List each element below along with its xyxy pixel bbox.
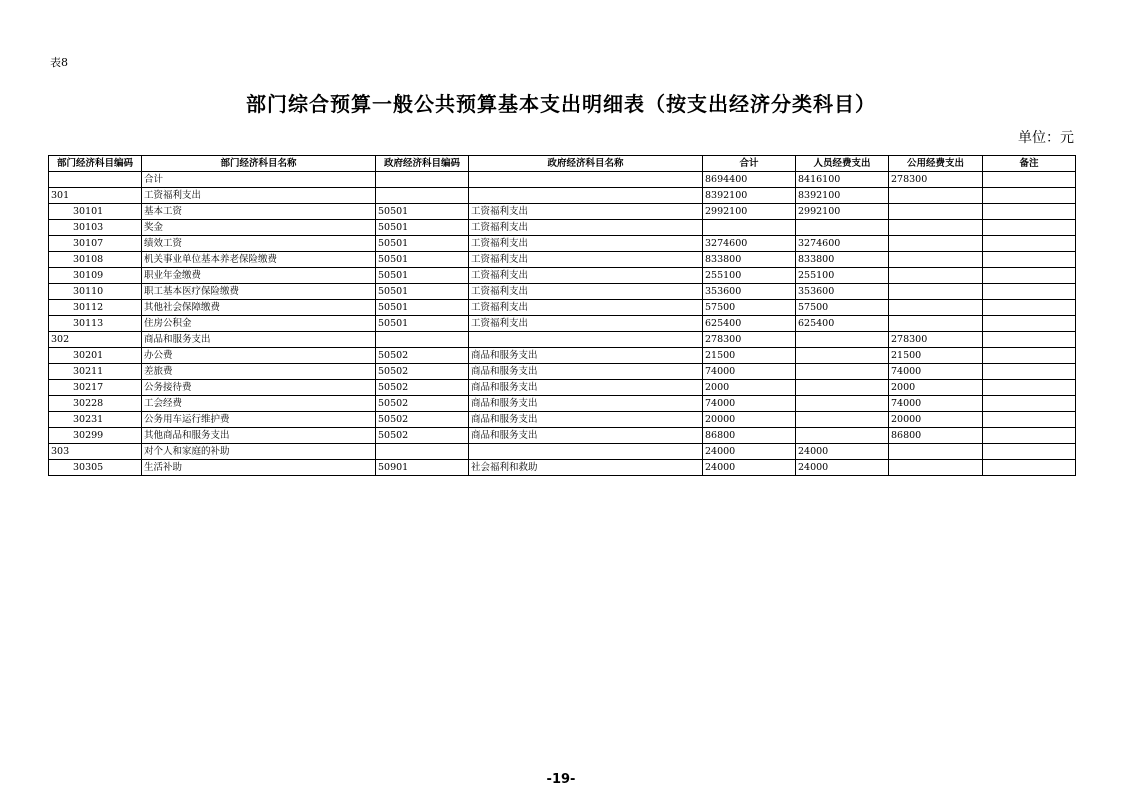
table-row (49, 268, 1076, 284)
note-cell (983, 316, 1076, 332)
dept-name-cell: 基本工资 (142, 204, 376, 220)
table-row (49, 444, 1076, 460)
table-row (49, 380, 1076, 396)
table-row (49, 220, 1076, 236)
public-cell (889, 284, 983, 300)
gov-name-cell: 社会福利和救助 (469, 460, 703, 476)
unit-label: 单位：元 (1018, 130, 1074, 146)
dept-code-cell: 30231 (49, 412, 142, 428)
dept-name-cell: 其他社会保障缴费 (142, 300, 376, 316)
dept-code-cell: 30201 (49, 348, 142, 364)
budget-detail-table (48, 155, 1076, 476)
personnel-cell: 2992100 (796, 204, 889, 220)
table-row (49, 396, 1076, 412)
table-row (49, 332, 1076, 348)
personnel-cell: 8392100 (796, 188, 889, 204)
dept-code-cell: 30101 (49, 204, 142, 220)
public-cell: 20000 (889, 412, 983, 428)
personnel-cell (796, 348, 889, 364)
gov-code-cell: 50501 (376, 236, 469, 252)
personnel-cell (796, 220, 889, 236)
public-cell (889, 188, 983, 204)
gov-name-cell (469, 172, 703, 188)
note-cell (983, 332, 1076, 348)
table-row (49, 316, 1076, 332)
gov-code-cell: 50502 (376, 380, 469, 396)
total-cell: 3274600 (703, 236, 796, 252)
total-cell: 86800 (703, 428, 796, 444)
gov-name-cell: 工资福利支出 (469, 204, 703, 220)
total-cell: 21500 (703, 348, 796, 364)
dept-code-cell: 30110 (49, 284, 142, 300)
page-number: -19- (546, 772, 576, 787)
public-cell (889, 236, 983, 252)
dept-code-cell: 30107 (49, 236, 142, 252)
dept-name-cell: 生活补助 (142, 460, 376, 476)
dept-name-cell: 职业年金缴费 (142, 268, 376, 284)
dept-code-cell: 30305 (49, 460, 142, 476)
public-cell (889, 460, 983, 476)
column-header-dept-code: 部门经济科目编码 (49, 156, 142, 172)
gov-code-cell: 50502 (376, 348, 469, 364)
total-cell: 2000 (703, 380, 796, 396)
personnel-cell: 24000 (796, 444, 889, 460)
note-cell (983, 284, 1076, 300)
column-header-gov-code: 政府经济科目编码 (376, 156, 469, 172)
table-row (49, 236, 1076, 252)
note-cell (983, 236, 1076, 252)
gov-name-cell: 商品和服务支出 (469, 364, 703, 380)
public-cell (889, 268, 983, 284)
dept-name-cell: 公务用车运行维护费 (142, 412, 376, 428)
total-cell: 24000 (703, 444, 796, 460)
dept-name-cell: 住房公积金 (142, 316, 376, 332)
personnel-cell (796, 412, 889, 428)
note-cell (983, 460, 1076, 476)
gov-name-cell: 商品和服务支出 (469, 412, 703, 428)
column-header-note: 备注 (983, 156, 1076, 172)
note-cell (983, 396, 1076, 412)
gov-code-cell: 50502 (376, 396, 469, 412)
personnel-cell: 255100 (796, 268, 889, 284)
note-cell (983, 188, 1076, 204)
dept-code-cell: 30103 (49, 220, 142, 236)
dept-name-cell: 工会经费 (142, 396, 376, 412)
gov-code-cell: 50501 (376, 252, 469, 268)
personnel-cell (796, 396, 889, 412)
public-cell (889, 220, 983, 236)
note-cell (983, 444, 1076, 460)
gov-name-cell: 工资福利支出 (469, 268, 703, 284)
personnel-cell: 3274600 (796, 236, 889, 252)
table-row (49, 428, 1076, 444)
personnel-cell: 353600 (796, 284, 889, 300)
dept-code-cell (49, 172, 142, 188)
gov-name-cell (469, 444, 703, 460)
note-cell (983, 428, 1076, 444)
dept-code-cell: 30109 (49, 268, 142, 284)
personnel-cell: 625400 (796, 316, 889, 332)
dept-name-cell: 绩效工资 (142, 236, 376, 252)
gov-name-cell: 商品和服务支出 (469, 428, 703, 444)
gov-name-cell: 工资福利支出 (469, 300, 703, 316)
gov-name-cell (469, 332, 703, 348)
dept-code-cell: 301 (49, 188, 142, 204)
gov-code-cell: 50501 (376, 300, 469, 316)
dept-code-cell: 30113 (49, 316, 142, 332)
dept-name-cell: 其他商品和服务支出 (142, 428, 376, 444)
total-cell: 20000 (703, 412, 796, 428)
note-cell (983, 172, 1076, 188)
dept-name-cell: 差旅费 (142, 364, 376, 380)
public-cell (889, 316, 983, 332)
total-cell (703, 220, 796, 236)
public-cell: 86800 (889, 428, 983, 444)
public-cell (889, 252, 983, 268)
total-cell: 353600 (703, 284, 796, 300)
gov-name-cell: 商品和服务支出 (469, 396, 703, 412)
column-header-personnel: 人员经费支出 (796, 156, 889, 172)
dept-name-cell: 合计 (142, 172, 376, 188)
total-cell: 74000 (703, 364, 796, 380)
dept-code-cell: 303 (49, 444, 142, 460)
gov-code-cell: 50502 (376, 364, 469, 380)
public-cell (889, 204, 983, 220)
gov-name-cell: 工资福利支出 (469, 284, 703, 300)
gov-code-cell (376, 188, 469, 204)
total-cell: 74000 (703, 396, 796, 412)
table-number: 表8 (50, 56, 68, 69)
table-row (49, 300, 1076, 316)
note-cell (983, 380, 1076, 396)
dept-name-cell: 商品和服务支出 (142, 332, 376, 348)
total-cell: 8694400 (703, 172, 796, 188)
total-cell: 2992100 (703, 204, 796, 220)
personnel-cell: 57500 (796, 300, 889, 316)
personnel-cell (796, 428, 889, 444)
gov-name-cell: 工资福利支出 (469, 252, 703, 268)
total-cell: 8392100 (703, 188, 796, 204)
personnel-cell: 8416100 (796, 172, 889, 188)
gov-code-cell: 50901 (376, 460, 469, 476)
table-row (49, 460, 1076, 476)
public-cell (889, 300, 983, 316)
public-cell (889, 444, 983, 460)
gov-name-cell (469, 188, 703, 204)
note-cell (983, 220, 1076, 236)
table-row (49, 252, 1076, 268)
gov-name-cell: 商品和服务支出 (469, 348, 703, 364)
column-header-gov-name: 政府经济科目名称 (469, 156, 703, 172)
personnel-cell: 833800 (796, 252, 889, 268)
note-cell (983, 364, 1076, 380)
personnel-cell: 24000 (796, 460, 889, 476)
column-header-public: 公用经费支出 (889, 156, 983, 172)
total-cell: 24000 (703, 460, 796, 476)
gov-code-cell: 50502 (376, 428, 469, 444)
total-cell: 255100 (703, 268, 796, 284)
personnel-cell (796, 332, 889, 348)
dept-code-cell: 30112 (49, 300, 142, 316)
gov-code-cell: 50501 (376, 268, 469, 284)
dept-code-cell: 30211 (49, 364, 142, 380)
gov-code-cell: 50501 (376, 284, 469, 300)
dept-code-cell: 302 (49, 332, 142, 348)
table-row (49, 172, 1076, 188)
table-row (49, 364, 1076, 380)
column-header-dept-name: 部门经济科目名称 (142, 156, 376, 172)
dept-code-cell: 30228 (49, 396, 142, 412)
note-cell (983, 204, 1076, 220)
gov-name-cell: 商品和服务支出 (469, 380, 703, 396)
public-cell: 21500 (889, 348, 983, 364)
total-cell: 57500 (703, 300, 796, 316)
table-header-row (49, 156, 1076, 172)
dept-name-cell: 奖金 (142, 220, 376, 236)
table-row (49, 348, 1076, 364)
note-cell (983, 268, 1076, 284)
total-cell: 833800 (703, 252, 796, 268)
gov-code-cell (376, 172, 469, 188)
gov-code-cell: 50501 (376, 316, 469, 332)
dept-name-cell: 机关事业单位基本养老保险缴费 (142, 252, 376, 268)
column-header-total: 合计 (703, 156, 796, 172)
table-body (49, 172, 1076, 476)
dept-name-cell: 办公费 (142, 348, 376, 364)
personnel-cell (796, 364, 889, 380)
note-cell (983, 348, 1076, 364)
personnel-cell (796, 380, 889, 396)
dept-code-cell: 30299 (49, 428, 142, 444)
gov-code-cell (376, 332, 469, 348)
public-cell: 74000 (889, 364, 983, 380)
dept-name-cell: 对个人和家庭的补助 (142, 444, 376, 460)
public-cell: 2000 (889, 380, 983, 396)
note-cell (983, 300, 1076, 316)
table-row (49, 284, 1076, 300)
gov-code-cell: 50501 (376, 204, 469, 220)
gov-name-cell: 工资福利支出 (469, 316, 703, 332)
gov-code-cell: 50502 (376, 412, 469, 428)
table-row (49, 204, 1076, 220)
note-cell (983, 252, 1076, 268)
note-cell (983, 412, 1076, 428)
gov-code-cell (376, 444, 469, 460)
table-row (49, 188, 1076, 204)
public-cell: 74000 (889, 396, 983, 412)
page-title: 部门综合预算一般公共预算基本支出明细表（按支出经济分类科目） (246, 92, 876, 116)
dept-code-cell: 30108 (49, 252, 142, 268)
public-cell: 278300 (889, 172, 983, 188)
total-cell: 278300 (703, 332, 796, 348)
gov-name-cell: 工资福利支出 (469, 220, 703, 236)
dept-code-cell: 30217 (49, 380, 142, 396)
dept-name-cell: 公务接待费 (142, 380, 376, 396)
table-row (49, 412, 1076, 428)
dept-name-cell: 职工基本医疗保险缴费 (142, 284, 376, 300)
dept-name-cell: 工资福利支出 (142, 188, 376, 204)
gov-code-cell: 50501 (376, 220, 469, 236)
total-cell: 625400 (703, 316, 796, 332)
gov-name-cell: 工资福利支出 (469, 236, 703, 252)
public-cell: 278300 (889, 332, 983, 348)
